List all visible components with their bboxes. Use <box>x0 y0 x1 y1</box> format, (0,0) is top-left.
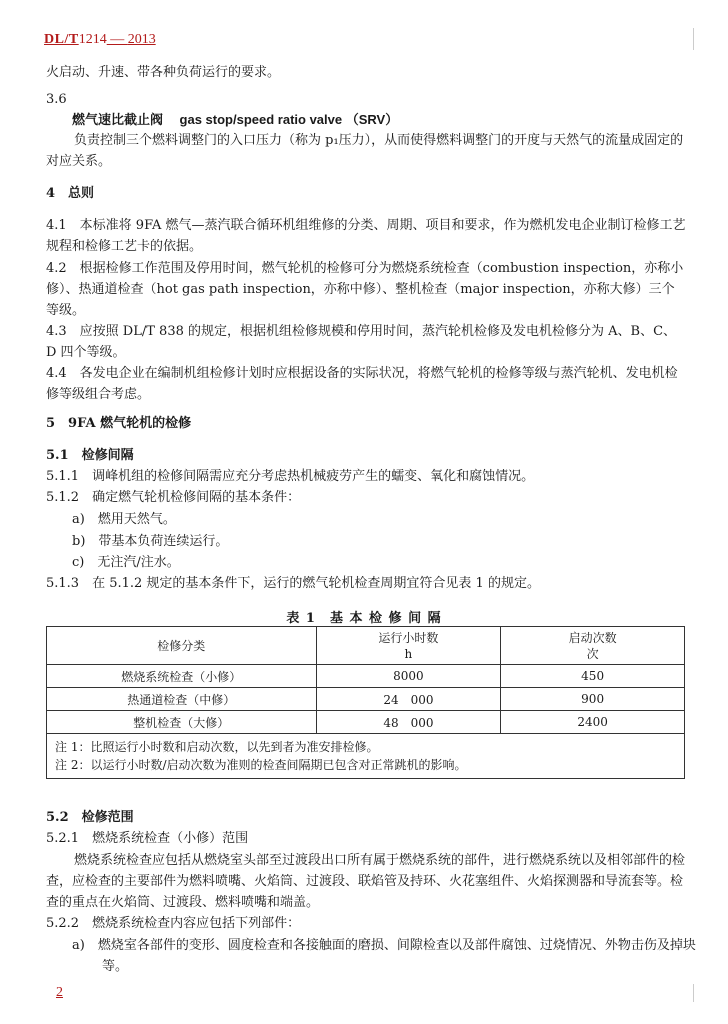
clause-paragraph: 4.1 本标准将 9FA 燃气—蒸汽联合循环机组维修的分类、周期、项目和要求，作为燃机发电企业制订检修工艺规程和检修工艺卡的依据。 <box>46 218 686 254</box>
column-header-label: 启动次数 <box>568 630 617 645</box>
clause-line: 5.1.3 在 5.1.2 规定的基本条件下，运行的燃气轮机检查周期宜符合见表 1 的规定。 <box>46 576 540 591</box>
table-notes <box>47 734 685 779</box>
page-number: 2 <box>56 985 63 1000</box>
clause-line: 5.2.1 燃烧系统检查（小修）范围 <box>46 831 249 846</box>
table-cell: 8000 <box>316 665 501 688</box>
table-note: 注 1：比照运行小时数和启动次数，以先到者为准安排检修。 <box>55 740 379 754</box>
list-item: b) 带基本负荷连续运行。 <box>72 534 229 549</box>
term-heading <box>72 110 398 131</box>
clause-paragraph: 4.4 各发电企业在编制机组检修计划时应根据设备的实际状况，将燃气轮机的检修等级与蒸汽轮机、发电机检修等级组合考虑。 <box>46 366 678 402</box>
table-cell: 2400 <box>501 711 685 734</box>
clause-paragraph: 燃烧系统检查应包括从燃烧室头部至过渡段出口所有属于燃烧系统的部件，进行燃烧系统以及相邻部件的检查，应检查的主要部件为燃料喷嘴、火焰筒、过渡段、联焰管及持环、火花塞组件、火焰探测器和导流套等。检查的重点在火焰筒、过渡段、燃料喷嘴和端盖。 <box>46 853 686 910</box>
column-header <box>316 627 501 665</box>
clause-line: 5.2.2 燃烧系统检查内容应包括下列部件： <box>46 916 301 931</box>
subsection-heading: 5.2 检修范围 <box>46 810 134 825</box>
clause-paragraph: 4.2 根据检修工作范围及停用时间，燃气轮机的检修可分为燃烧系统检查（combustion inspection，亦称小修）、热通道检查（hot gas path inspection，亦称中修）、整机检查（major inspection，亦称大修）三个等级。 <box>46 261 684 318</box>
standard-dash: — <box>106 32 128 47</box>
column-header-label: 运行小时数 <box>378 630 439 645</box>
header-standard-code <box>44 31 156 48</box>
inspection-interval-table <box>46 626 685 779</box>
standard-number: 1214 <box>78 32 107 47</box>
table-caption: 表 1 基 本 检 修 间 隔 <box>286 611 442 626</box>
list-item: a) 燃用天然气。 <box>72 512 176 527</box>
page-edge-mark-top <box>693 28 694 50</box>
table-header-row <box>47 627 685 665</box>
standard-year: 2013 <box>127 32 156 47</box>
column-header-unit: h <box>404 646 413 661</box>
term-chinese: 燃气速比截止阀 <box>72 113 164 128</box>
table-cell: 450 <box>501 665 685 688</box>
table-row <box>47 688 685 711</box>
clause-line: 5.1.2 确定燃气轮机检修间隔的基本条件： <box>46 490 301 505</box>
clause-number: 3.6 <box>46 92 67 107</box>
standard-prefix: DL/T <box>44 32 79 47</box>
table-row <box>47 711 685 734</box>
table-cell: 热通道检查（中修） <box>47 688 317 711</box>
section-heading: 4 总则 <box>46 186 95 201</box>
column-header: 检修分类 <box>47 627 317 665</box>
column-header-unit: 次 <box>586 646 599 661</box>
clause-line: 5.1.1 调峰机组的检修间隔需应充分考虑热机械疲劳产生的蠕变、氧化和腐蚀情况。 <box>46 469 535 484</box>
page-edge-mark-bottom <box>693 984 694 1002</box>
table-notes-row <box>47 734 685 779</box>
text-line: 火启动、升速、带各种负荷运行的要求。 <box>46 65 281 80</box>
table-note: 注 2：以运行小时数/启动次数为准则的检查间隔期已包含对正常跳机的影响。 <box>55 758 467 772</box>
table-cell: 燃烧系统检查（小修） <box>47 665 317 688</box>
table-row <box>47 665 685 688</box>
table-cell: 整机检查（大修） <box>47 711 317 734</box>
table-cell: 24 000 <box>316 688 501 711</box>
term-definition: 负责控制三个燃料调整门的入口压力（称为 p₁压力），从而使得燃料调整门的开度与天然气的流量成固定的对应关系。 <box>46 133 684 169</box>
section-heading: 5 9FA 燃气轮机的检修 <box>46 416 192 431</box>
list-item: c) 无注汽/注水。 <box>72 555 180 570</box>
column-header <box>501 627 685 665</box>
list-item: a) 燃烧室各部件的变形、圆度检查和各接触面的磨损、间隙检查以及部件腐蚀、过烧情况、外物击伤及掉块等。 <box>72 938 696 974</box>
subsection-heading: 5.1 检修间隔 <box>46 448 134 463</box>
clause-paragraph: 4.3 应按照 DL/T 838 的规定，根据机组检修规模和停用时间，蒸汽轮机检修及发电机检修分为 A、B、C、D 四个等级。 <box>46 324 677 360</box>
term-english: gas stop/speed ratio valve （SRV） <box>179 112 399 127</box>
table-cell: 48 000 <box>316 711 501 734</box>
table-cell: 900 <box>501 688 685 711</box>
